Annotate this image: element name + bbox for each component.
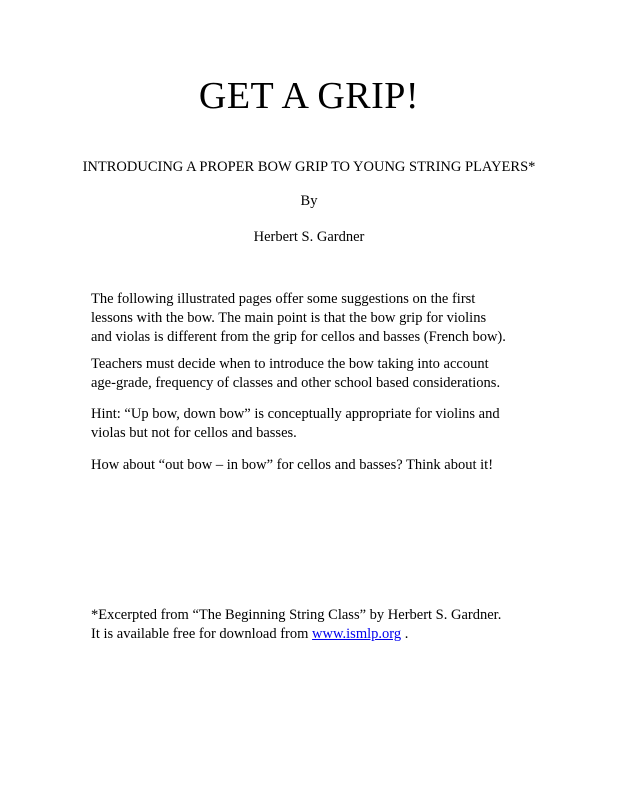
paragraph-line: How about “out bow – in bow” for cellos and basses? Think about it!	[91, 457, 494, 473]
document-title: GET A GRIP!	[198, 75, 420, 117]
footnote-line: *Excerpted from “The Beginning String Class” by Herbert S. Gardner.	[91, 607, 502, 623]
ismlp-link[interactable]: www.ismlp.org	[312, 626, 402, 642]
paragraph-intro	[91, 290, 551, 347]
paragraph-line: age-grade, frequency of classes and other school based considerations.	[91, 375, 501, 391]
paragraph-line: and violas is different from the grip for cellos and basses (French bow).	[91, 329, 506, 345]
author-name: Herbert S. Gardner	[253, 229, 365, 245]
document-subtitle: INTRODUCING A PROPER BOW GRIP TO YOUNG STRING PLAYERS*	[82, 159, 536, 175]
byline-label: By	[300, 193, 318, 209]
paragraph-teachers	[91, 355, 551, 393]
paragraph-line: Hint: “Up bow, down bow” is conceptually appropriate for violins and	[91, 406, 500, 422]
paragraph-line: lessons with the bow. The main point is that the bow grip for violins	[91, 310, 487, 326]
footnote-line	[91, 625, 551, 644]
footnote-prefix: It is available free for download from	[91, 626, 313, 642]
paragraph-question	[91, 456, 551, 475]
footnote	[91, 606, 551, 644]
footnote-suffix: .	[401, 626, 409, 642]
paragraph-line: The following illustrated pages offer some suggestions on the first	[91, 291, 476, 307]
paragraph-line: violas but not for cellos and basses.	[91, 425, 297, 441]
paragraph-hint	[91, 405, 551, 443]
paragraph-line: Teachers must decide when to introduce the bow taking into account	[91, 356, 489, 372]
